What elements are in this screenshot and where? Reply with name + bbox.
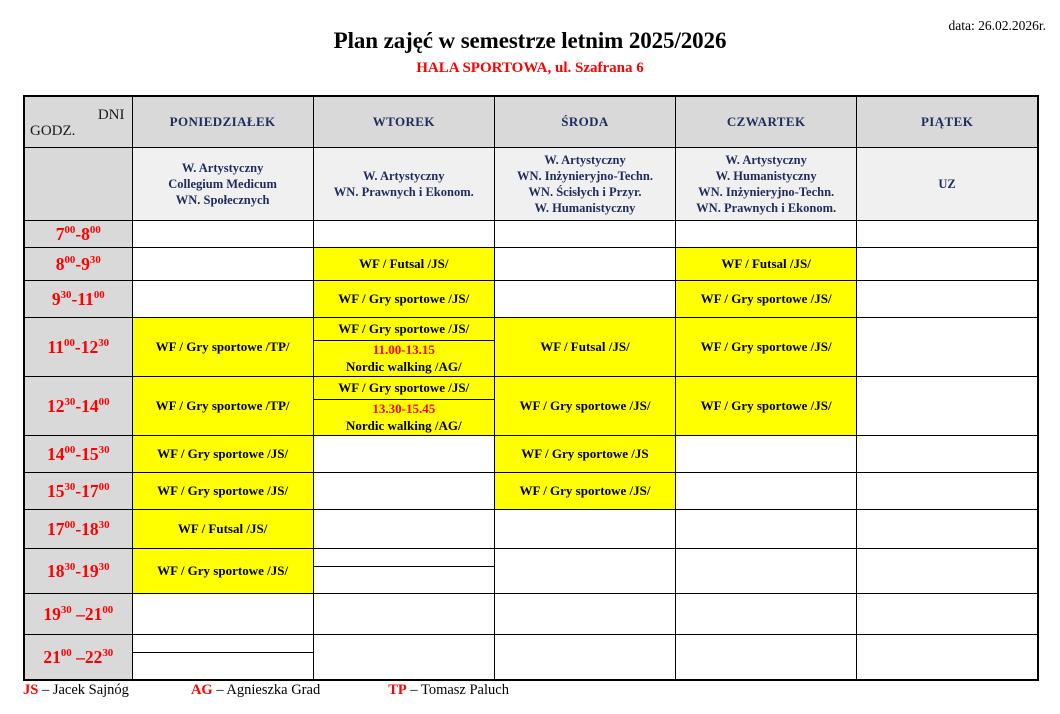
schedule-cell-r10-c3 <box>676 635 857 681</box>
time-minutes: 00 <box>98 480 110 493</box>
schedule-cell-r3-c4 <box>857 318 1038 377</box>
legend-name: Agnieszka Grad <box>226 682 321 698</box>
time-hours: 22 <box>84 646 103 667</box>
schedule-cell-r6-c1 <box>313 473 494 510</box>
schedule-cell-r2-c0 <box>132 281 313 318</box>
time-minutes: 30 <box>60 603 72 616</box>
time-minutes: 30 <box>64 560 76 573</box>
schedule-row <box>24 248 1038 281</box>
faculty-line: WN. Inżynieryjno-Techn. <box>698 185 835 199</box>
time-slot-cell <box>24 377 132 436</box>
schedule-cell-r6-c4 <box>857 473 1038 510</box>
time-minutes: 30 <box>89 253 101 266</box>
time-dash: - <box>71 288 78 309</box>
faculty-line: W. Artystyczny <box>544 153 626 167</box>
schedule-cell-r0-c2 <box>494 221 675 248</box>
time-hours: 11 <box>47 336 65 357</box>
time-hours: 12 <box>80 336 99 357</box>
faculty-list-4 <box>676 148 857 221</box>
schedule-cell-r5-c0: WF / Gry sportowe /JS/ <box>132 436 313 473</box>
schedule-row <box>24 377 1038 436</box>
legend-name: Jacek Sajnóg <box>52 682 129 698</box>
schedule-cell-r5-c2: WF / Gry sportowe /JS <box>494 436 675 473</box>
schedule-cell-r4-c2: WF / Gry sportowe /JS/ <box>494 377 675 436</box>
day-header-2: WTOREK <box>313 96 494 148</box>
schedule-cell-r5-c3 <box>676 436 857 473</box>
schedule-cell-r2-c2 <box>494 281 675 318</box>
schedule-cell-r8-c0: WF / Gry sportowe /JS/ <box>132 549 313 594</box>
sub-cell-time: 13.30-15.45 <box>372 400 436 416</box>
time-dash: - <box>75 443 82 464</box>
page-subtitle: HALA SPORTOWA, ul. Szafrana 6 <box>416 60 644 77</box>
time-hours: 14 <box>46 443 65 464</box>
sub-cell-top <box>314 318 494 341</box>
time-slot-cell <box>24 318 132 377</box>
schedule-row <box>24 281 1038 318</box>
schedule-cell-r8-c1 <box>313 549 494 594</box>
schedule-cell-r8-c2 <box>494 549 675 594</box>
corner-days-label: DNI <box>97 106 125 123</box>
time-hours: 18 <box>81 518 99 539</box>
schedule-cell-r5-c1 <box>313 436 494 473</box>
time-minutes: 30 <box>98 443 110 456</box>
time-slot-cell <box>24 281 132 318</box>
sub-cell-activity: Nordic walking /AG/ <box>345 417 462 433</box>
sub-cell-bottom <box>314 341 494 376</box>
schedule-cell-r7-c2 <box>494 510 675 549</box>
legend-initials: AG <box>190 682 213 698</box>
corner-header-cell <box>24 96 132 148</box>
time-hours: 17 <box>46 518 65 539</box>
day-header-5: PIĄTEK <box>857 96 1038 148</box>
time-minutes: 30 <box>98 336 110 349</box>
time-dash: - <box>75 480 82 501</box>
time-slot-cell <box>24 473 132 510</box>
time-slot-cell <box>24 549 132 594</box>
faculty-list-5 <box>857 148 1038 221</box>
faculty-line: WN. Ścisłych i Przyr. <box>528 185 642 199</box>
schedule-cell-r9-c4 <box>857 594 1038 635</box>
schedule-cell-r0-c4 <box>857 221 1038 248</box>
time-slot-cell <box>24 594 132 635</box>
corner-hours-label: GODZ. <box>30 122 76 139</box>
sub-cell-activity: Nordic walking /AG/ <box>345 358 462 374</box>
time-minutes: 30 <box>98 518 110 531</box>
time-minutes: 00 <box>98 395 110 408</box>
time-hours: 8 <box>55 253 65 274</box>
schedule-cell-r1-c2 <box>494 248 675 281</box>
faculty-line: WN. Społecznych <box>175 193 270 207</box>
time-hours: 15 <box>46 480 65 501</box>
schedule-cell-r10-c1 <box>313 635 494 681</box>
time-minutes: 00 <box>60 646 72 659</box>
time-hours: 11 <box>77 288 94 309</box>
time-dash: - <box>75 560 82 581</box>
time-hours: 19 <box>43 603 61 624</box>
time-hours: 19 <box>81 560 99 581</box>
schedule-cell-r4-c3: WF / Gry sportowe /JS/ <box>676 377 857 436</box>
time-slot-cell <box>24 436 132 473</box>
time-hours: 17 <box>81 480 99 501</box>
time-minutes: 00 <box>102 603 114 616</box>
schedule-cell-r3-c1 <box>313 318 494 377</box>
schedule-cell-r0-c0 <box>132 221 313 248</box>
schedule-row <box>24 510 1038 549</box>
time-minutes: 30 <box>60 288 72 301</box>
schedule-cell-r4-c0: WF / Gry sportowe /TP/ <box>132 377 313 436</box>
time-dash: - <box>75 253 82 274</box>
schedule-cell-r0-c1 <box>313 221 494 248</box>
schedule-cell-r9-c1 <box>313 594 494 635</box>
time-hours: 7 <box>55 223 65 244</box>
faculty-line: W. Artystyczny <box>181 161 264 175</box>
faculty-line: Collegium Medicum <box>168 177 277 191</box>
sub-cell-bottom <box>133 653 313 679</box>
sub-cell-top-label: WF / Gry sportowe /JS/ <box>338 321 470 337</box>
time-minutes: 00 <box>64 443 76 456</box>
faculty-list-3 <box>494 148 675 221</box>
time-hours: 8 <box>81 223 90 244</box>
time-dash: - <box>75 518 82 539</box>
faculty-line: UZ <box>938 177 956 191</box>
time-minutes: 30 <box>64 480 76 493</box>
schedule-row <box>24 635 1038 681</box>
legend-initials: TP <box>388 682 407 698</box>
faculty-line: W. Humanistyczny <box>534 201 636 215</box>
time-hours: 12 <box>46 395 65 416</box>
header-row-faculties <box>24 148 1038 221</box>
schedule-cell-r7-c1 <box>313 510 494 549</box>
sub-cell-top <box>314 549 494 567</box>
schedule-cell-r7-c3 <box>676 510 857 549</box>
time-minutes: 30 <box>64 395 76 408</box>
faculty-line: WN. Inżynieryjno-Techn. <box>516 169 653 183</box>
legend-entry-tp <box>388 682 509 699</box>
time-dash: – <box>71 603 85 624</box>
legend-initials: JS <box>23 682 39 698</box>
sub-cell-time: 11.00-13.15 <box>372 341 435 357</box>
sub-cell-bottom <box>314 567 494 593</box>
faculty-list-2 <box>313 148 494 221</box>
day-header-3: ŚRODA <box>494 96 675 148</box>
time-hours: 15 <box>81 443 99 464</box>
time-dash: – <box>71 646 85 667</box>
schedule-cell-r10-c4 <box>857 635 1038 681</box>
schedule-row <box>24 318 1038 377</box>
schedule-cell-r1-c3: WF / Futsal /JS/ <box>676 248 857 281</box>
time-minutes: 30 <box>98 560 110 573</box>
legend-separator: – <box>406 682 421 698</box>
time-hours: 9 <box>81 253 90 274</box>
time-dash: - <box>74 336 81 357</box>
schedule-cell-r7-c4 <box>857 510 1038 549</box>
sub-cell-bottom <box>314 400 494 435</box>
schedule-cell-r1-c4 <box>857 248 1038 281</box>
time-hours: 21 <box>43 646 61 667</box>
schedule-cell-r7-c0: WF / Futsal /JS/ <box>132 510 313 549</box>
legend-separator: – <box>212 682 227 698</box>
time-minutes: 00 <box>64 518 76 531</box>
page-title: Plan zajęć w semestrze letnim 2025/2026 <box>333 28 727 53</box>
schedule-table-wrapper <box>23 95 1037 681</box>
time-slot-cell <box>24 635 132 681</box>
schedule-cell-r8-c4 <box>857 549 1038 594</box>
faculty-line: W. Artystyczny <box>725 153 807 167</box>
schedule-cell-r2-c3: WF / Gry sportowe /JS/ <box>676 281 857 318</box>
schedule-cell-r2-c1: WF / Gry sportowe /JS/ <box>313 281 494 318</box>
corner-spacer-cell <box>24 148 132 221</box>
time-slot-cell <box>24 221 132 248</box>
day-header-1: PONIEDZIAŁEK <box>132 96 313 148</box>
schedule-cell-r6-c0: WF / Gry sportowe /JS/ <box>132 473 313 510</box>
schedule-cell-r3-c2: WF / Futsal /JS/ <box>494 318 675 377</box>
header-row-days <box>24 96 1038 148</box>
time-minutes: 30 <box>102 646 114 659</box>
legend-name: Tomasz Paluch <box>420 682 509 698</box>
schedule-cell-r8-c3 <box>676 549 857 594</box>
schedule-cell-r1-c0 <box>132 248 313 281</box>
faculty-list-1 <box>132 148 313 221</box>
time-dash: - <box>75 395 82 416</box>
time-minutes: 00 <box>64 336 75 349</box>
legend-entry-ag <box>191 682 320 699</box>
schedule-cell-r3-c0: WF / Gry sportowe /TP/ <box>132 318 313 377</box>
time-slot-cell <box>24 510 132 549</box>
legend-entry-js <box>23 682 129 699</box>
sub-cell-top-label: WF / Gry sportowe /JS/ <box>338 380 470 396</box>
time-minutes: 00 <box>64 223 76 236</box>
schedule-cell-r6-c3 <box>676 473 857 510</box>
schedule-cell-r10-c0 <box>132 635 313 681</box>
faculty-line: W. Humanistyczny <box>715 169 817 183</box>
legend <box>23 682 509 699</box>
faculty-line: W. Artystyczny <box>363 169 445 183</box>
schedule-cell-r9-c3 <box>676 594 857 635</box>
schedule-cell-r10-c2 <box>494 635 675 681</box>
schedule-row <box>24 473 1038 510</box>
schedule-cell-r1-c1: WF / Futsal /JS/ <box>313 248 494 281</box>
schedule-cell-r5-c4 <box>857 436 1038 473</box>
sub-cell-top <box>133 635 313 653</box>
time-minutes: 00 <box>89 223 101 236</box>
time-hours: 21 <box>84 603 103 624</box>
legend-separator: – <box>38 682 53 698</box>
time-minutes: 00 <box>93 288 105 301</box>
day-header-4: CZWARTEK <box>676 96 857 148</box>
schedule-cell-r4-c1 <box>313 377 494 436</box>
time-minutes: 00 <box>64 253 76 266</box>
time-hours: 14 <box>81 395 99 416</box>
time-slot-cell <box>24 248 132 281</box>
schedule-cell-r4-c4 <box>857 377 1038 436</box>
schedule-row <box>24 549 1038 594</box>
schedule-row <box>24 594 1038 635</box>
schedule-cell-r9-c0 <box>132 594 313 635</box>
schedule-row <box>24 221 1038 248</box>
time-dash: - <box>75 223 82 244</box>
faculty-line: WN. Prawnych i Ekonom. <box>333 185 474 199</box>
time-hours: 9 <box>51 288 61 309</box>
schedule-cell-r6-c2: WF / Gry sportowe /JS/ <box>494 473 675 510</box>
time-hours: 18 <box>46 560 65 581</box>
schedule-cell-r3-c3: WF / Gry sportowe /JS/ <box>676 318 857 377</box>
faculty-line: WN. Prawnych i Ekonom. <box>696 201 837 215</box>
schedule-cell-r0-c3 <box>676 221 857 248</box>
document-date: data: 26.02.2026r. <box>948 18 1046 33</box>
schedule-row <box>24 436 1038 473</box>
title-block <box>0 0 1060 78</box>
schedule-cell-r9-c2 <box>494 594 675 635</box>
schedule-table <box>23 95 1039 681</box>
sub-cell-top <box>314 377 494 400</box>
schedule-cell-r2-c4 <box>857 281 1038 318</box>
